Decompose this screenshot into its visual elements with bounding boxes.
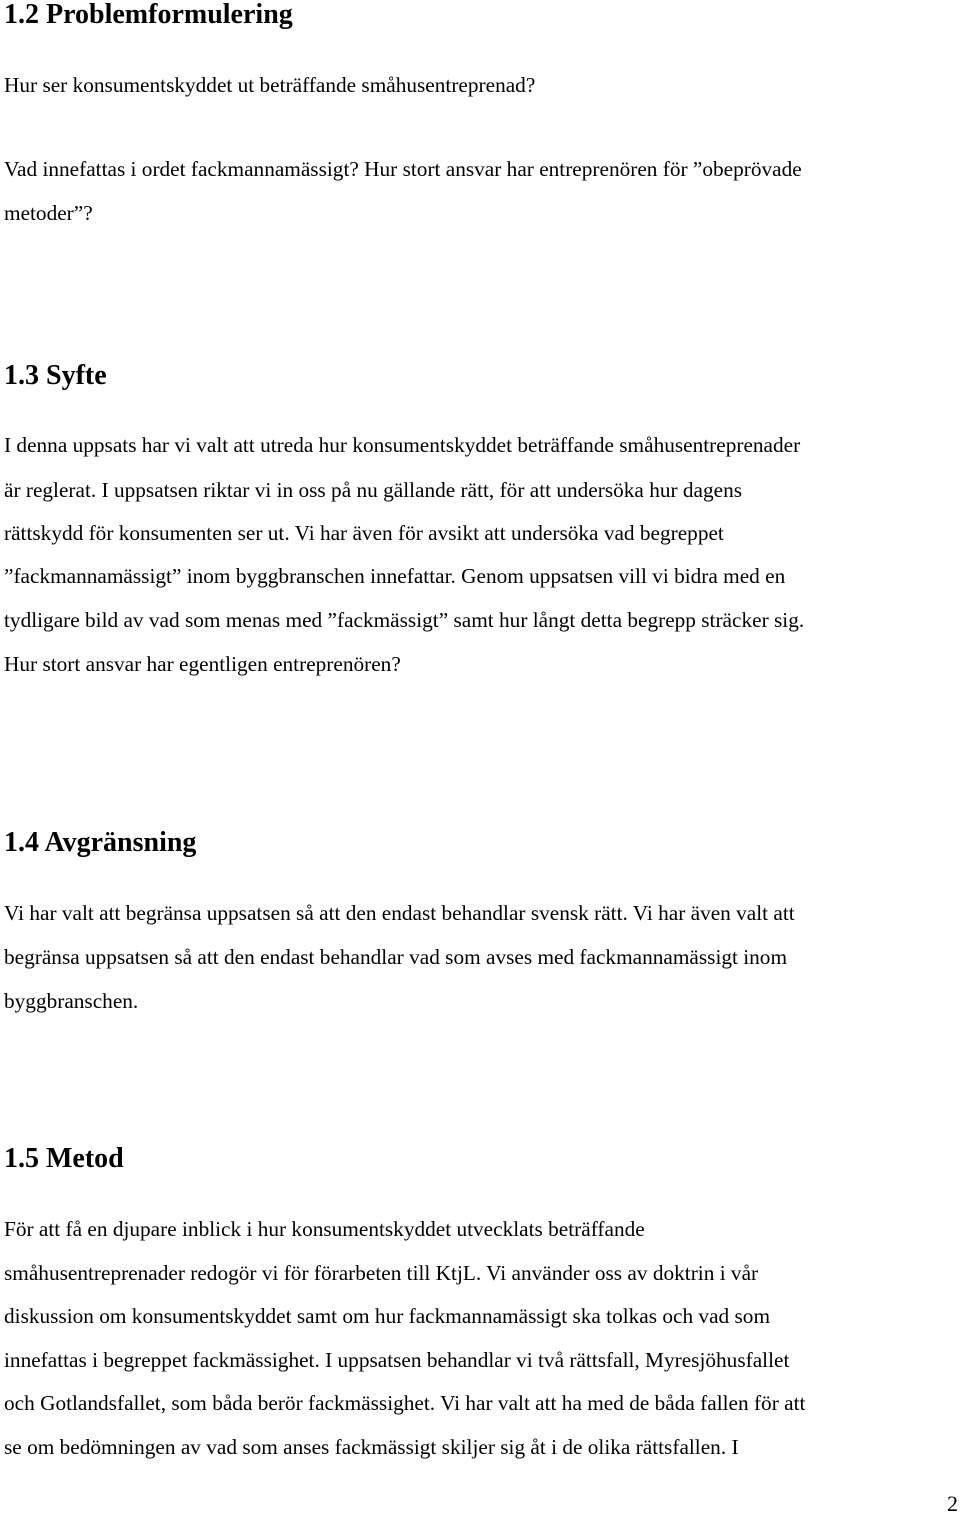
paragraph-line: Hur stort ansvar har egentligen entreprenören?	[4, 652, 401, 676]
paragraph-line: I denna uppsats har vi valt att utreda hur konsumentskyddet beträffande småhusentreprenader	[4, 433, 801, 457]
paragraph-line: rättskydd för konsumenten ser ut. Vi har även för avsikt att undersöka vad begreppet	[4, 521, 724, 545]
paragraph-line: och Gotlandsfallet, som båda berör fackmässighet. Vi har valt att ha med de båda fallen för att	[4, 1391, 806, 1415]
heading-metod: 1.5 Metod	[4, 1143, 124, 1174]
paragraph-line: tydligare bild av vad som menas med ”fackmässigt” samt hur långt detta begrepp sträcker sig.	[4, 608, 805, 632]
paragraph-line: småhusentreprenader redogör vi för förarbeten till KtjL. Vi använder oss av doktrin i vår	[4, 1261, 759, 1285]
paragraph-line: begränsa uppsatsen så att den endast behandlar vad som avses med fackmannamässigt inom	[4, 945, 788, 969]
paragraph-line: byggbranschen.	[4, 989, 139, 1013]
paragraph-line: Vi har valt att begränsa uppsatsen så att den endast behandlar svensk rätt. Vi har även valt att	[4, 901, 795, 925]
paragraph-line: Hur ser konsumentskyddet ut beträffande småhusentreprenad?	[4, 73, 536, 97]
heading-avgransning: 1.4 Avgränsning	[4, 827, 197, 858]
paragraph-line: diskussion om konsumentskyddet samt om hur fackmannamässigt ska tolkas och vad som	[4, 1304, 771, 1328]
paragraph-line: För att få en djupare inblick i hur konsumentskyddet utvecklats beträffande	[4, 1217, 645, 1241]
paragraph-line: innefattas i begreppet fackmässighet. I uppsatsen behandlar vi två rättsfall, Myresjöhusfallet	[4, 1348, 790, 1372]
paragraph-line: metoder”?	[4, 201, 93, 225]
paragraph-line: är reglerat. I uppsatsen riktar vi in oss på nu gällande rätt, för att undersöka hur dagens	[4, 478, 743, 502]
paragraph-line: se om bedömningen av vad som anses fackmässigt skiljer sig åt i de olika rättsfallen. I	[4, 1435, 739, 1459]
paragraph-line: Vad innefattas i ordet fackmannamässigt? Hur stort ansvar har entreprenören för ”obeprövade	[4, 157, 802, 181]
heading-problemformulering: 1.2 Problemformulering	[4, 0, 293, 30]
heading-syfte: 1.3 Syfte	[4, 360, 107, 391]
paragraph-line: ”fackmannamässigt” inom byggbranschen innefattar. Genom uppsatsen vill vi bidra med en	[4, 564, 786, 588]
page-number: 2	[947, 1491, 958, 1516]
